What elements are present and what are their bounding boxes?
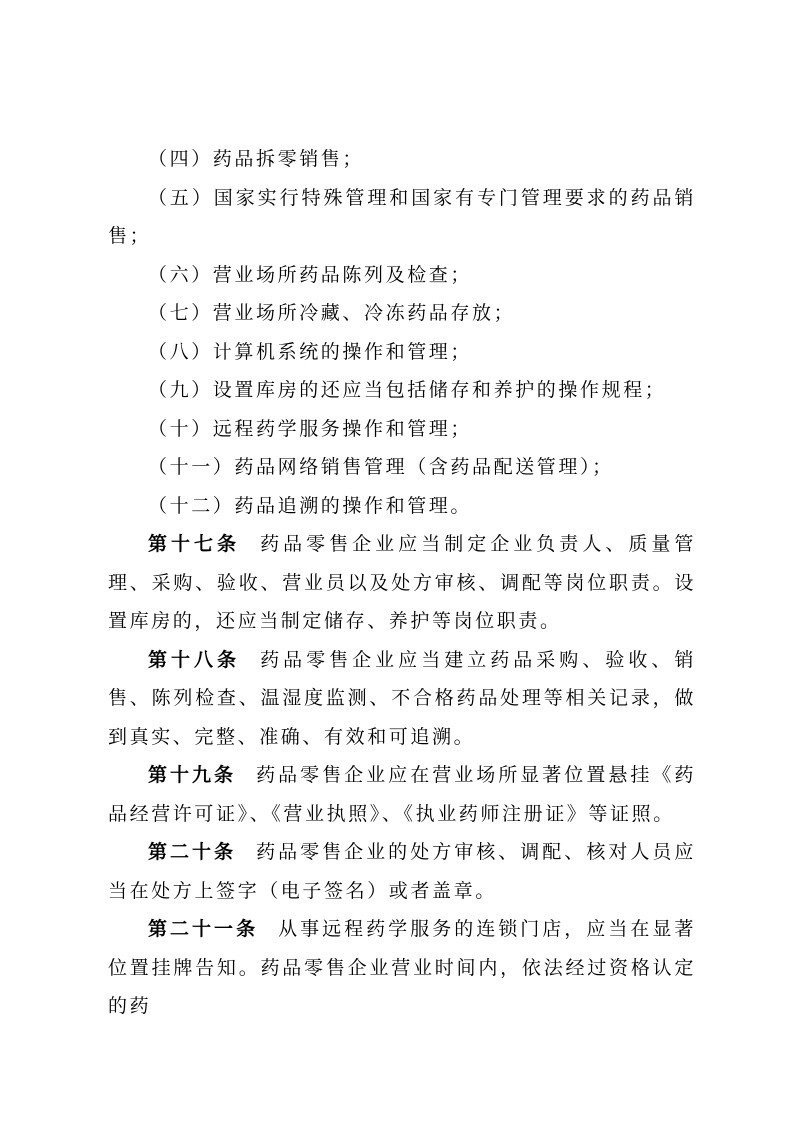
article-text: 药品零售企业的处方审核、调配、核对人员应当在处方上签字（电子签名）或者盖章。 — [108, 841, 696, 902]
article-text: 药品零售企业应当建立药品采购、验收、销售、陈列检查、温湿度监测、不合格药品处理等相关记录，做到真实、完整、准确、有效和可追溯。 — [108, 648, 696, 748]
article-text: 从事远程药学服务的连锁门店，应当在显著位置挂牌告知。药品零售企业营业时间内，依法经过资格认定的药 — [108, 918, 696, 1017]
article-21 — [108, 910, 696, 1026]
list-item: （七）营业场所冷藏、冷冻药品存放； — [148, 302, 516, 324]
article-heading: 第二十条 — [148, 841, 237, 863]
list-item: （十）远程药学服务操作和管理； — [148, 417, 473, 440]
article-19 — [108, 756, 696, 833]
document-page — [108, 140, 696, 1026]
article-heading: 第二十一条 — [148, 918, 259, 940]
article-heading: 第十七条 — [148, 533, 241, 555]
article-17 — [108, 525, 696, 641]
article-heading: 第十八条 — [148, 648, 241, 671]
article-text: 药品零售企业应在营业场所显著位置悬挂《药品经营许可证》、《营业执照》、《执业药师注册证》等证照。 — [108, 764, 696, 825]
list-item: （六）营业场所药品陈列及检查； — [148, 263, 473, 286]
list-item: （四）药品拆零销售； — [148, 148, 365, 170]
article-18 — [108, 641, 696, 757]
list-item: （十一）药品网络销售管理（含药品配送管理）； — [148, 456, 614, 478]
list-item: （八）计算机系统的操作和管理； — [148, 340, 473, 363]
article-heading: 第十九条 — [148, 764, 237, 786]
list-item: （五）国家实行特殊管理和国家有专门管理要求的药品销售； — [108, 186, 696, 247]
article-text: 药品零售企业应当制定企业负责人、质量管理、采购、验收、营业员以及处方审核、调配等岗位职责。设置库房的，还应当制定储存、养护等岗位职责。 — [108, 533, 696, 632]
article-20 — [108, 833, 696, 910]
list-item: （九）设置库房的还应当包括储存和养护的操作规程； — [148, 379, 667, 401]
list-item: （十二）药品追溯的操作和管理。 — [148, 494, 473, 517]
